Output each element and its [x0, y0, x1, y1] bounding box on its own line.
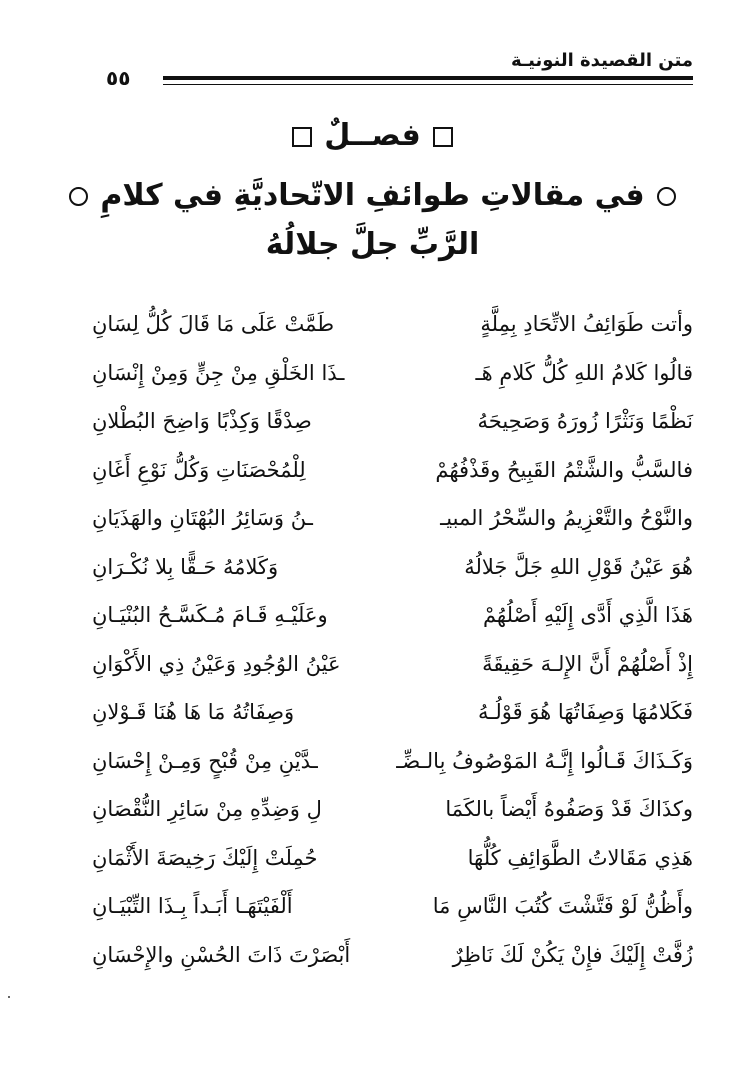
verse-line	[92, 640, 693, 689]
verse-line	[92, 397, 693, 446]
verse-line	[92, 688, 693, 737]
second-hemistich: أَبْصَرْتَ ذَاتَ الحُسْنِ والإِحْسَانِ	[92, 942, 351, 967]
second-hemistich: ـذَا الخَلْقِ مِنْ جِنٍّ وَمِنْ إِنْسَانِ	[92, 360, 345, 385]
first-hemistich: وَكَـذَاكَ قَـالُوا إِنَّـهُ المَوْصُوفُ بِالـضِّـ	[396, 748, 693, 773]
second-hemistich: وعَلَيْـهِ قَـامَ مُـكَسَّـحُ البُنْيَـانِ	[92, 603, 328, 628]
scan-speck	[8, 996, 10, 998]
second-hemistich: وَكَلامُهُ حَـقًّا بِلا نُكْـرَانِ	[92, 554, 279, 579]
first-hemistich: هَذِي مَقَالاتُ الطَّوَائِفِ كُلُّهَا	[467, 845, 693, 870]
second-hemistich: عَيْنُ الوُجُودِ وَعَيْنُ ذِي الأَكْوَانِ	[92, 651, 341, 676]
subtitle-line-2	[0, 227, 745, 262]
second-hemistich: ـدَّيْنِ مِنْ قُبْحٍ وَمِـنْ إِحْسَانِ	[92, 748, 318, 773]
section-heading	[0, 118, 745, 153]
header-rule-thin	[163, 84, 693, 85]
verse-line	[92, 737, 693, 786]
square-ornament-icon	[433, 127, 453, 147]
circle-ornament-icon	[657, 187, 676, 206]
first-hemistich: فالسَّبُّ والشَّتْمُ القَبِيحُ وقَذْفُهُمْ	[435, 457, 693, 482]
verse-line	[92, 300, 693, 349]
subtitle-line-1	[0, 178, 745, 213]
running-header-title: متن القصيدة النونيـة	[511, 50, 693, 71]
verse-line	[92, 931, 693, 980]
section-title: فصــلٌ	[324, 118, 421, 153]
verse-line	[92, 494, 693, 543]
verse-line	[92, 349, 693, 398]
second-hemistich: أَلْفَيْتَهَـا أَبَـداً بِـذَا التِّبْيَـانِ	[92, 894, 293, 919]
first-hemistich: فَكَلامُهَا وَصِفَاتُهَا هُوَ قَوْلُـهُ	[477, 700, 693, 725]
first-hemistich: والنَّوْحُ والتَّعْزِيمُ والسِّحْرُ المبيـ	[440, 506, 693, 531]
first-hemistich: قالُوا كَلامُ اللهِ كُلُّ كَلامِ هَـ	[475, 360, 693, 385]
first-hemistich: زُفَّتْ إِلَيْكَ فإِنْ يَكُنْ لَكَ نَاظِرٌ	[452, 942, 693, 967]
second-hemistich: ـنُ وَسَائِرُ البُهْتَانِ والهَذَيَانِ	[92, 506, 313, 531]
verse-line	[92, 543, 693, 592]
second-hemistich: لِلْمُحْصَنَاتِ وَكُلُّ نَوْعِ أَغَانِ	[92, 457, 306, 482]
first-hemistich: وكذَاكَ قَدْ وَصَفُوهُ أَيْضاً بالكَمَا	[445, 797, 693, 822]
subtitle-text-1: في مقالاتِ طوائفِ الاتّحاديَّةِ في كلامِ	[100, 178, 645, 213]
verse-line	[92, 882, 693, 931]
second-hemistich: لِ وَضِدِّهِ مِنْ سَائِرِ النُّقْصَانِ	[92, 797, 322, 822]
square-ornament-icon	[292, 127, 312, 147]
second-hemistich: وَصِفَاتُهُ مَا هَا هُنَا قَـوْلانِ	[92, 700, 295, 725]
first-hemistich: وأَظُنُّ لَوْ فَتَّشْتَ كُتُبَ النَّاسِ مَا	[432, 894, 693, 919]
second-hemistich: صِدْقًا وَكِذْبًا وَاضِحَ البُطْلانِ	[92, 409, 312, 434]
circle-ornament-icon	[69, 187, 88, 206]
verse-line	[92, 834, 693, 883]
second-hemistich: حُمِلَتْ إِلَيْكَ رَخِيصَةَ الأَثْمَانِ	[92, 845, 318, 870]
first-hemistich: هُوَ عَيْنُ قَوْلِ اللهِ جَلَّ جَلالُهُ	[464, 554, 693, 579]
subtitle-text-2: الرَّبِّ جلَّ جلالُهُ	[265, 227, 480, 262]
first-hemistich: هَذَا الَّذِي أَدَّى إِلَيْهِ أَصْلُهُمْ	[482, 603, 693, 628]
verse-line	[92, 785, 693, 834]
first-hemistich: نَظْمًا وَنَثْرًا زُورَهُ وَصَحِيحَهُ	[477, 409, 693, 434]
verse-line	[92, 591, 693, 640]
poem	[92, 300, 693, 979]
page-number: ٥٥	[106, 66, 131, 90]
second-hemistich: طَمَّتْ عَلَى مَا قَالَ كُلُّ لِسَانِ	[92, 312, 335, 337]
first-hemistich: وأتت طَوَائِفُ الاتِّحَادِ بِمِلَّةٍ	[480, 312, 693, 337]
first-hemistich: إِذْ أَصْلُهُمْ أَنَّ الإِلـهَ حَقِيقَةً	[482, 651, 693, 676]
verse-line	[92, 446, 693, 495]
header-rule-thick	[163, 76, 693, 80]
